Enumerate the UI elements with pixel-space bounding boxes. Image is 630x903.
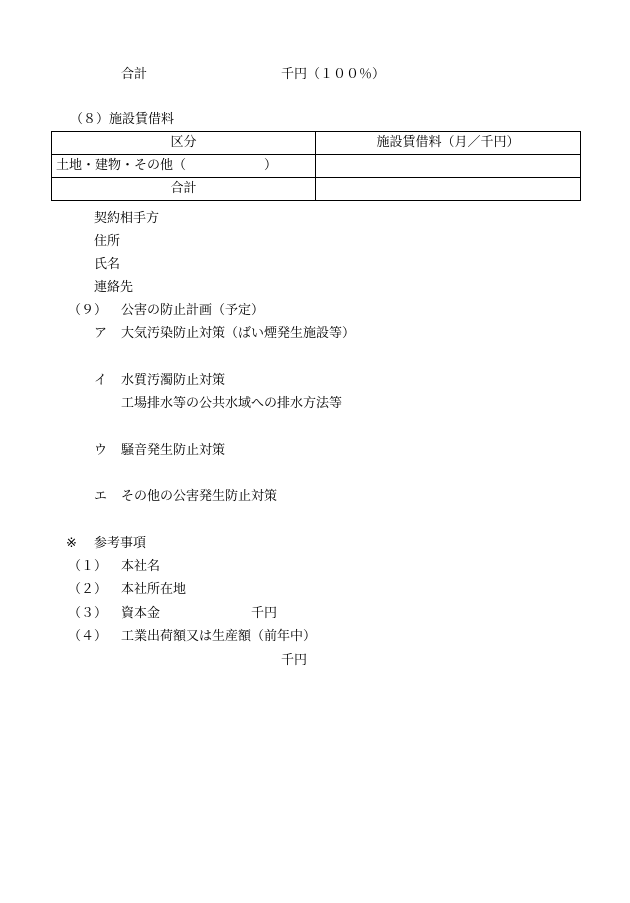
ref4-unit: 千円	[281, 653, 308, 668]
ref4-text: 工業出荷額又は生産額（前年中）	[121, 629, 317, 644]
item-u-text: 騒音発生防止対策	[121, 443, 226, 458]
table-row	[52, 178, 581, 201]
row-total-value	[316, 178, 581, 201]
table-row	[52, 155, 581, 178]
section9-number: （９）	[68, 303, 108, 318]
item-e-text: その他の公害発生防止対策	[121, 489, 278, 504]
header-rent: 施設賃借料（月／千円）	[316, 132, 581, 155]
header-category: 区分	[52, 132, 316, 155]
section8-heading: （８）施設賃借料	[70, 112, 175, 127]
facility-rent-table	[51, 131, 581, 201]
ref1-number: （１）	[68, 559, 108, 574]
ref2-text: 本社所在地	[121, 582, 187, 597]
ref4-number: （４）	[68, 629, 108, 644]
item-i-subtext: 工場排水等の公共水域への排水方法等	[121, 396, 343, 411]
reference-title: 参考事項	[94, 536, 147, 551]
address-label: 住所	[94, 234, 121, 249]
item-i-text: 水質汚濁防止対策	[121, 373, 226, 388]
item-u-mark: ウ	[94, 443, 108, 458]
row-land-building-label: 土地・建物・その他（ ）	[52, 155, 316, 178]
row-total-label: 合計	[52, 178, 316, 201]
name-label: 氏名	[94, 257, 121, 272]
section9-title: 公害の防止計画（予定）	[121, 303, 265, 318]
item-e-mark: エ	[94, 489, 108, 504]
item-i-mark: イ	[94, 373, 108, 388]
contract-party-label: 契約相手方	[94, 211, 160, 226]
item-a-mark: ア	[94, 326, 108, 341]
reference-mark: ※	[66, 536, 77, 551]
ref1-text: 本社名	[121, 559, 161, 574]
contact-label: 連絡先	[94, 280, 134, 295]
item-a-text: 大気汚染防止対策（ばい煙発生施設等）	[121, 326, 356, 341]
ref3-number: （３）	[68, 606, 108, 621]
ref3-unit: 千円	[251, 606, 278, 621]
top-total-value: 千円（１００％）	[281, 67, 386, 82]
table-header-row	[52, 132, 581, 155]
ref3-text: 資本金	[121, 606, 161, 621]
ref2-number: （２）	[68, 582, 108, 597]
top-total-label: 合計	[121, 67, 148, 82]
row-land-building-value	[316, 155, 581, 178]
